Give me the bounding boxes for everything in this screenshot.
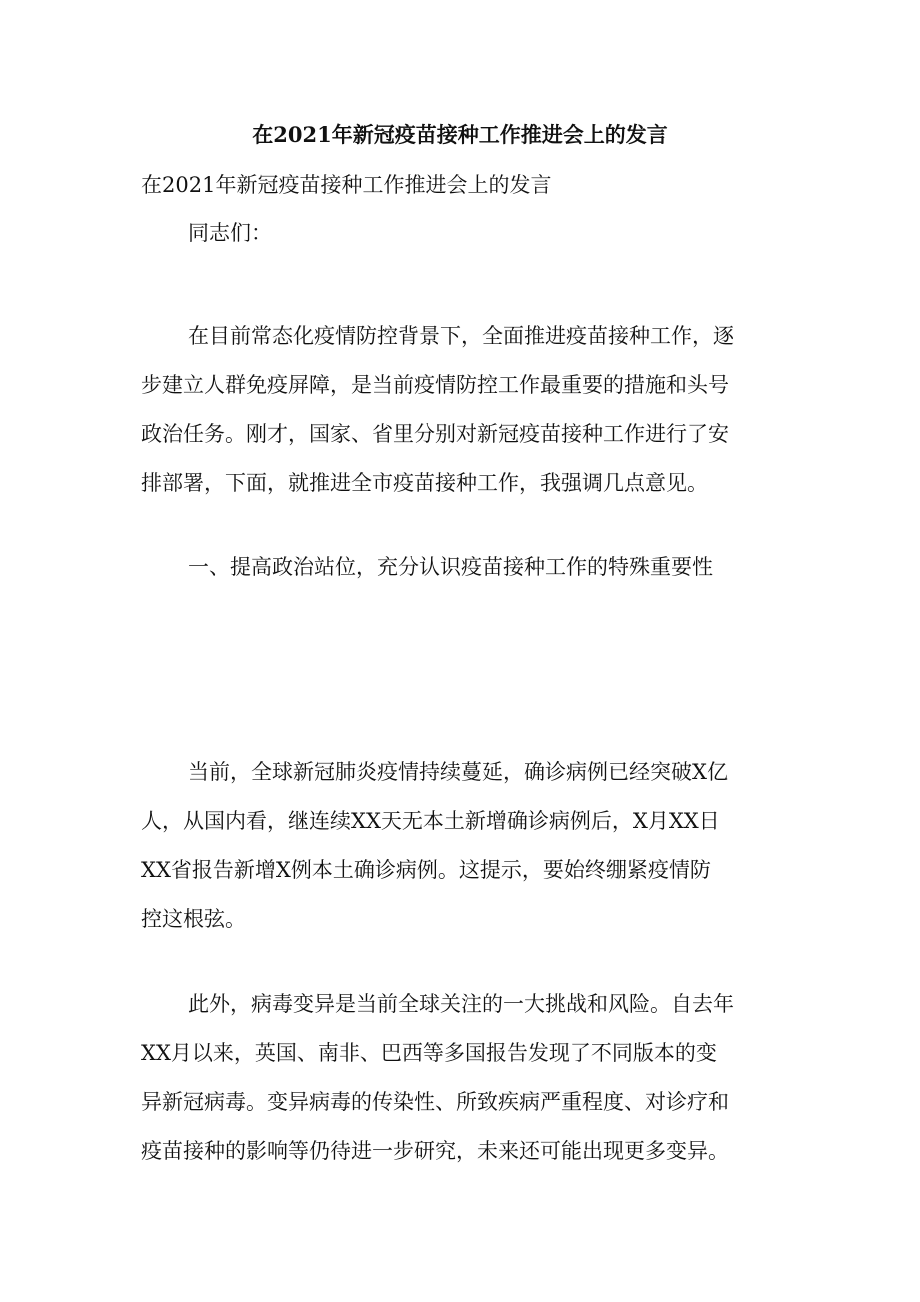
paragraph-global-situation [141, 748, 791, 944]
paragraph-line: 疫苗接种的影响等仍待进一步研究，未来还可能出现更多变异。 [141, 1139, 729, 1163]
paragraph-line: XX月以来，英国、南非、巴西等多国报告发现了不同版本的变 [141, 1041, 717, 1065]
salutation: 同志们： [188, 221, 272, 245]
paragraph-line: 在目前常态化疫情防控背景下，全面推进疫苗接种工作，逐 [188, 324, 734, 348]
paragraph-line: 控这根弦。 [141, 907, 246, 931]
paragraph-line: 异新冠病毒。变异病毒的传染性、所致疾病严重程度、对诊疗和 [141, 1090, 729, 1114]
section-heading-1 [141, 543, 791, 592]
paragraph-line: 排部署，下面，就推进全市疫苗接种工作，我强调几点意见。 [141, 471, 708, 495]
document-subtitle: 在2021年新冠疫苗接种工作推进会上的发言 [141, 173, 552, 197]
paragraph-virus-mutation [141, 980, 791, 1176]
paragraph-line: XX省报告新增X例本土确诊病例。这提示，要始终绷紧疫情防 [141, 858, 711, 882]
document-title: 在2021年新冠疫苗接种工作推进会上的发言 [252, 122, 668, 147]
paragraph-intro [141, 312, 791, 508]
paragraph-line: 步建立人群免疫屏障，是当前疫情防控工作最重要的措施和头号 [141, 373, 729, 397]
section-heading-line: 一、提高政治站位，充分认识疫苗接种工作的特殊重要性 [188, 555, 713, 579]
paragraph-line: 政治任务。刚才，国家、省里分别对新冠疫苗接种工作进行了安 [141, 422, 729, 446]
paragraph-line: 此外，病毒变异是当前全球关注的一大挑战和风险。自去年 [188, 992, 734, 1016]
paragraph-line: 当前，全球新冠肺炎疫情持续蔓延，确诊病例已经突破X亿 [188, 760, 728, 784]
paragraph-line: 人，从国内看，继连续XX天无本土新增确诊病例后，X月XX日 [141, 809, 720, 833]
